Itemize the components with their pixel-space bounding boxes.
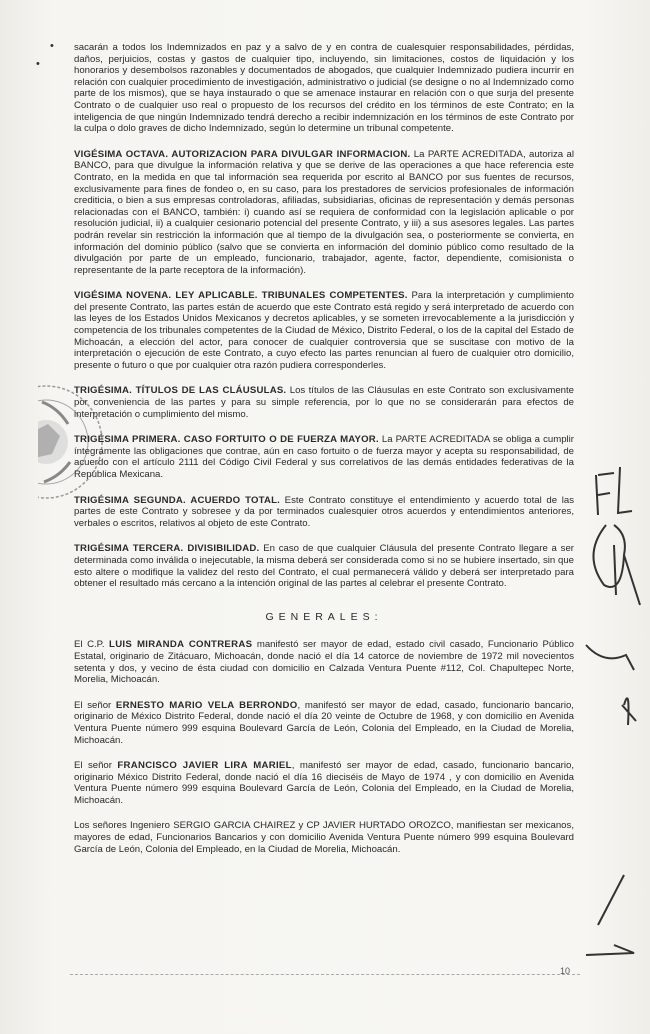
person-name: ERNESTO MARIO VELA BERRONDO xyxy=(115,699,298,711)
clause-text: Este Contrato constituye el entendimiento y acuerdo total de las partes de este Contrato y sobresee y da por terminados cualesquier otros acuerdos y entendimientos anteriores, verbales o escritos, relativos al objeto de este Contrato. xyxy=(74,494,574,529)
bullet-mark: • xyxy=(36,58,40,70)
clause-title: VIGÉSIMA OCTAVA. AUTORIZACION PARA DIVULGAR INFORMACION. xyxy=(74,148,411,160)
clause-paragraph xyxy=(74,434,574,480)
person-details: , manifestó ser mayor de edad, casado, funcionario bancario, originario México Distrito Federal, donde nació el día 16 dieciséis de Mayo de 1974 , y con domicilio en Avenida Ventura Puente número 999 esquina Boulevard García de León, Colonia del Empleado, en la Ciudad de Morelia, Michoacán. xyxy=(74,760,574,806)
clause-text: En caso de que cualquier Cláusula del presente Contrato llegare a ser determinada como inválida o inejecutable, la misma deberá ser considerada como si no se hubiere insertado, sin que esto altere o modifique la validez del resto del Contrato, el cual permanecerá válido y deberá ser interpretado para obtener el resultado más cercano a la intención original de las partes al celebrar el presente Contrato. xyxy=(74,543,574,590)
person-name: LUIS MIRANDA CONTRERAS xyxy=(109,639,253,651)
footer-divider xyxy=(70,974,580,976)
person-prefix: El señor xyxy=(74,760,118,772)
clause-title: TRIGÉSIMA PRIMERA. CASO FORTUITO O DE FUERZA MAYOR. xyxy=(74,434,379,446)
clause-paragraph xyxy=(74,543,574,589)
clauses-list xyxy=(74,149,574,590)
generales-paragraph xyxy=(74,820,574,855)
person-prefix: El señor xyxy=(74,699,116,711)
clause-text: La PARTE ACREDITADA se obliga a cumplir íntegramente las obligaciones que contrae, aún en caso fortuito o de fuerza mayor y acepta su responsabilidad, de acuerdo con el artículo 2111 del Código Civil Federal y sus correlativos de las demás entidades federativas de la República Mexicana. xyxy=(74,434,574,480)
clause-paragraph xyxy=(74,385,574,420)
generales-list xyxy=(74,639,574,855)
clause-paragraph xyxy=(74,149,574,277)
clause-title: TRIGÉSIMA SEGUNDA. ACUERDO TOTAL. xyxy=(74,494,281,506)
margin-signatures xyxy=(584,455,644,975)
bullet-mark: • xyxy=(50,40,54,52)
generales-heading: GENERALES: xyxy=(265,610,383,623)
generales-paragraph xyxy=(74,700,574,746)
clause-paragraph xyxy=(74,290,574,371)
document-body xyxy=(74,42,574,869)
clause-paragraph xyxy=(74,495,574,530)
person-details: Los señores Ingeniero SERGIO GARCIA CHAIREZ y CP JAVIER HURTADO OROZCO, manifiestan ser mexicanos, mayores de edad, Funcionarios Bancarios y con domicilio Avenida Ventura Puente número 999 esquina Boulevard García de León, Colonia del Empleado, en la Ciudad de Morelia, Michoacán. xyxy=(74,820,574,855)
clause-text: Para la interpretación y cumplimiento del presente Contrato, las partes están de acuerdo que este Contrato está regido y será interpretado de acuerdo con las leyes de los Estados Unidos Mexicanos y decretos aplicables, y se someten irrevocablemente a la jurisdicción y competencia de los tribunales competentes de la Ciudad de México, Distrito Federal, o los de la capital del Estado de Michoacán, a elección del actor, para conocer de cualquier controversia que se suscitase con motivo de la interpretación o ejecución de este Contrato, a cuyo efecto las partes renuncian al fuero de cualquier otro domicilio, presente o futuro o que por cualquier otra razón pudiera corresponderles. xyxy=(74,290,574,371)
clause-title: TRIGÉSIMA TERCERA. DIVISIBILIDAD. xyxy=(74,543,260,555)
generales-paragraph xyxy=(74,760,574,806)
page-number: 10 xyxy=(560,966,571,976)
person-details: manifestó ser mayor de edad, estado civil casado, Funcionario Público Estatal, originario de Zitácuaro, Michoacán, donde nació el día 14 catorce de noviembre de 1972 mil novecientos setenta y dos, y vecino de ésta ciudad con domicilio en Calzada Ventura Puente #112, Col. Chapultepec Norte, Morelia, Michoacán. xyxy=(74,639,574,686)
clause-title: VIGÉSIMA NOVENA. LEY APLICABLE. TRIBUNALES COMPETENTES. xyxy=(74,290,408,302)
person-details: , manifestó ser mayor de edad, casado, funcionario bancario, originario de México Distrito Federal, donde nació el día 20 veinte de Octubre de 1968, y con domicilio en Avenida Ventura Puente número 999 esquina Boulevard García de León, Colonia del Empleado, en la Ciudad de Morelia, Michoacán. xyxy=(74,699,574,746)
clause-text: La PARTE ACREDITADA, autoriza al BANCO, para que divulgue la información relativa y que se derive de las operaciones a que hace referencia este Contrato, en la medida en que tal información sea requerida por escrito al BANCO por sus fuentes de recursos, exclusivamente para fines de fondeo o, en su caso, para los prestadores de servicios profesionales de información crediticia, o bien a sus empresas controladoras, afiliadas, subsidiarias, oficinas de representación y demás personas relacionadas con el BANCO, también: i) cuando así se requiera de conformidad con la legislación aplicable o por resolución judicial, ii) a cualquier cesionario potencial del presente Contrato, y iii) a sus asesores legales. Las partes podrán revelar sin restricción la información que al tiempo de la divulgación sea, o posteriormente se convierta, en información del dominio público (salvo que se convierta en información del dominio público como resultado de la divulgación por parte de un empleado, funcionario, trabajador, agente, factor, dependiente, comisionista o representante de la parte receptora de la información). xyxy=(74,148,574,276)
clause-title: TRIGÉSIMA. TÍTULOS DE LAS CLÁUSULAS. xyxy=(74,385,287,397)
clause-text: Los títulos de las Cláusulas en este Contrato son exclusivamente por conveniencia de las partes y para su simple referencia, por lo que no se considerarán para efectos de interpretación o cumplimiento del mismo. xyxy=(74,385,574,420)
person-name: FRANCISCO JAVIER LIRA MARIEL xyxy=(117,760,292,772)
person-prefix: El C.P. xyxy=(74,639,110,651)
generales-paragraph xyxy=(74,639,574,685)
opening-paragraph: sacarán a todos los Indemnizados en paz y a salvo de y en contra de cualesquier responsabilidades, pérdidas, daños, perjuicios, costas y gastos de cualquier tipo, incluyendo, sin limitaciones, costos de liquidación y los honorarios y desembolsos razonables y documentados de abogados, que cualquier Indemnizado pudiera incurrir en relación con cualquier procedimiento de investigación, administrativo o judicial (se designe o no al Indemnizado como parte de los mismos), que se haya instaurado o que se amenace instaurar en relación con o que surja del presente Contrato o de cualquier uso real o propuesto de los recursos del crédito en los términos de este Contrato; en la inteligencia de que ningún Indemnizado tendrá derecho a recibir indemnización en los términos de este Contrato por la culpa o dolo graves de dicho Indemnizado, según lo determine un tribunal competente. xyxy=(74,42,574,135)
